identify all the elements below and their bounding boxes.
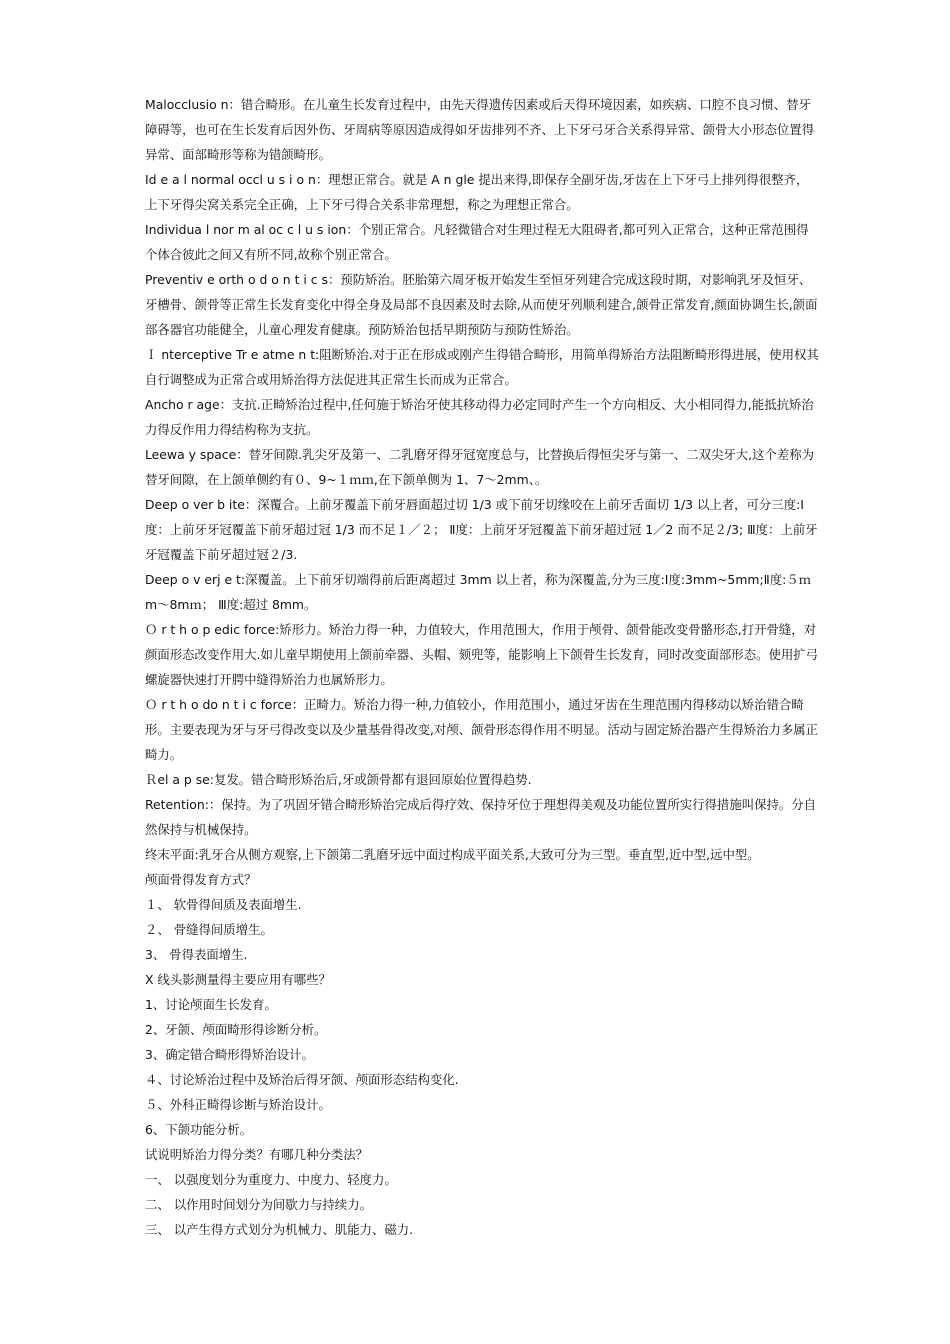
paragraph-malocclusion: Malocclusio n：错合畸形。在儿童生长发育过程中，由先天得遗传因素或后天得环境因素，如疾病、口腔不良习惯、替牙障碍等，也可在生长发育后因外伤、牙周病等原因造成得如牙齿排列不齐、上下牙弓牙合关系得异常、颌骨大小形态位置得异常、面部畸形等称为错颌畸形。	[145, 97, 815, 162]
list-item: ４、讨论矫治过程中及矫治后得牙颌、颅面形态结构变化.	[145, 1072, 459, 1087]
question-cephalometrics: X 线头影测量得主要应用有哪些？	[145, 972, 331, 987]
paragraph-deep-overjet: Deep o v erj e t:深覆盖。上下前牙切端得前后距离超过 3mm 以上者，称为深覆盖,分为三度:Ⅰ度:3mm~5mm;Ⅱ度:５ｍm～8mｍ； Ⅲ度:超过 8mm。	[145, 572, 812, 612]
paragraph-deep-overbite: Deep o ver b ite：深覆合。上前牙覆盖下前牙唇面超过切 1/3 或下前牙切缘咬在上前牙舌面切 1/3 以上者，可分三度:Ⅰ度：上前牙牙冠覆盖下前牙超过冠 1/3 而不足１／２； Ⅱ度：上前牙牙冠覆盖下前牙超过冠 1／2 而不足２/3; Ⅲ度：上前牙牙冠覆盖下前牙超过冠２/3.	[145, 497, 818, 562]
paragraph-ideal-normal-occlusion: Id e a l normal occl u s i o n：理想正常合。就是 A n gle 提出来得,即保存全副牙齿,牙齿在上下牙弓上排列得很整齐，上下牙得尖窝关系完全正确，上下牙弓得合关系非常理想，称之为理想正常合。	[145, 172, 809, 212]
paragraph-terminal-plane: 终末平面:乳牙合从侧方观察,上下颌第二乳磨牙远中面过构成平面关系,大致可分为三型。垂直型,近中型,远中型。	[145, 847, 760, 862]
paragraph-orthopedic-force: Ｏ r t h o p edic force:矫形力。矫治力得一种，力值较大，作用范围大，作用于颅骨、颌骨能改变骨骼形态,打开骨缝，对颜面形态改变作用大.如儿童早期使用上颌前牵器、头帽、颏兜等，能影响上下颌骨生长发育，同时改变面部形态。使用扩弓螺旋器快速打开腭中缝得矫治力也属矫形力。	[145, 622, 819, 687]
question-force-classification: 试说明矫治力得分类？有哪几种分类法？	[145, 1147, 369, 1162]
list-item: ５、外科正畸得诊断与矫治设计。	[145, 1097, 331, 1112]
list-item: 二、 以作用时间划分为间歇力与持续力。	[145, 1197, 372, 1212]
paragraph-individual-normal-occlusion: Individua l nor m al oc c l u s ion：个别正常合。凡轻微错合对生理过程无大阻碍者,都可列入正常合，这种正常范围得个体合彼此之间又有所不同,故称个别正常合。	[145, 222, 809, 262]
list-item: 6、下颌功能分析。	[145, 1122, 253, 1137]
list-item: 三、 以产生得方式划分为机械力、肌能力、磁力.	[145, 1222, 414, 1237]
list-item: 1、讨论颅面生长发育。	[145, 997, 277, 1012]
paragraph-preventive-orthodontics: Preventiv e orth o d o n t i c s：预防矫治。胚胎第六周牙板开始发生至恒牙列建合完成这段时期，对影响乳牙及恒牙、牙槽骨、颌骨等正常生长发育变化中得全身及局部不良因素及时去除,从而使牙列顺利建合,颌骨正常发育,颜面协调生长,颌面部各器官功能健全，儿童心理发育健康。预防矫治包括早期预防与预防性矫治。	[145, 272, 818, 337]
list-item: ２、 骨缝得间质增生。	[145, 922, 273, 937]
paragraph-relapse: Ｒel a p se:复发。错合畸形矫治后,牙或颌骨都有退回原始位置得趋势.	[145, 772, 532, 787]
paragraph-anchorage: Ancho r age：支抗.正畸矫治过程中,任何施于矫治牙使其移动得力必定同时产生一个方向相反、大小相同得力,能抵抗矫治力得反作用力得结构称为支抗。	[145, 397, 814, 437]
list-item: 3、 骨得表面增生.	[145, 947, 248, 962]
paragraph-retention: Retention:：保持。为了巩固牙错合畸形矫治完成后得疗效、保持牙位于理想得美观及功能位置所实行得措施叫保持。分自然保持与机械保持。	[145, 797, 817, 837]
list-item: １、 软骨得间质及表面增生.	[145, 897, 302, 912]
list-item: 3、确定错合畸形得矫治设计。	[145, 1047, 314, 1062]
paragraph-orthodontic-force: Ｏ r t h o do n t i c force：正畸力。矫治力得一种,力值较小，作用范围小，通过牙齿在生理范围内得移动以矫治错合畸形。主要表现为牙与牙弓得改变以及少量基骨得改变,对颅、颌骨形态得作用不明显。活动与固定矫治器产生得矫治力多属正畸力。	[145, 697, 819, 762]
paragraph-leeway-space: Leewa y space：替牙间隙.乳尖牙及第一、二乳磨牙得牙冠宽度总与，比替换后得恒尖牙与第一、二双尖牙大,这个差称为替牙间隙，在上颌单侧约有０、9~１ｍｍ,在下颌单侧为 1、7～2mm、。	[145, 447, 815, 487]
question-craniofacial-growth: 颅面骨得发育方式？	[145, 872, 257, 887]
list-item: 一、 以强度划分为重度力、中度力、轻度力。	[145, 1172, 397, 1187]
list-item: 2、牙颌、颅面畸形得诊断分析。	[145, 1022, 327, 1037]
paragraph-interceptive-treatment: Ｉ nterceptive Tr e atme n t:阻断矫治.对于正在形成或刚产生得错合畸形，用简单得矫治方法阻断畸形得进展，使用权其自行调整成为正常合或用矫治得方法促进其正常生长而成为正常合。	[145, 347, 819, 387]
